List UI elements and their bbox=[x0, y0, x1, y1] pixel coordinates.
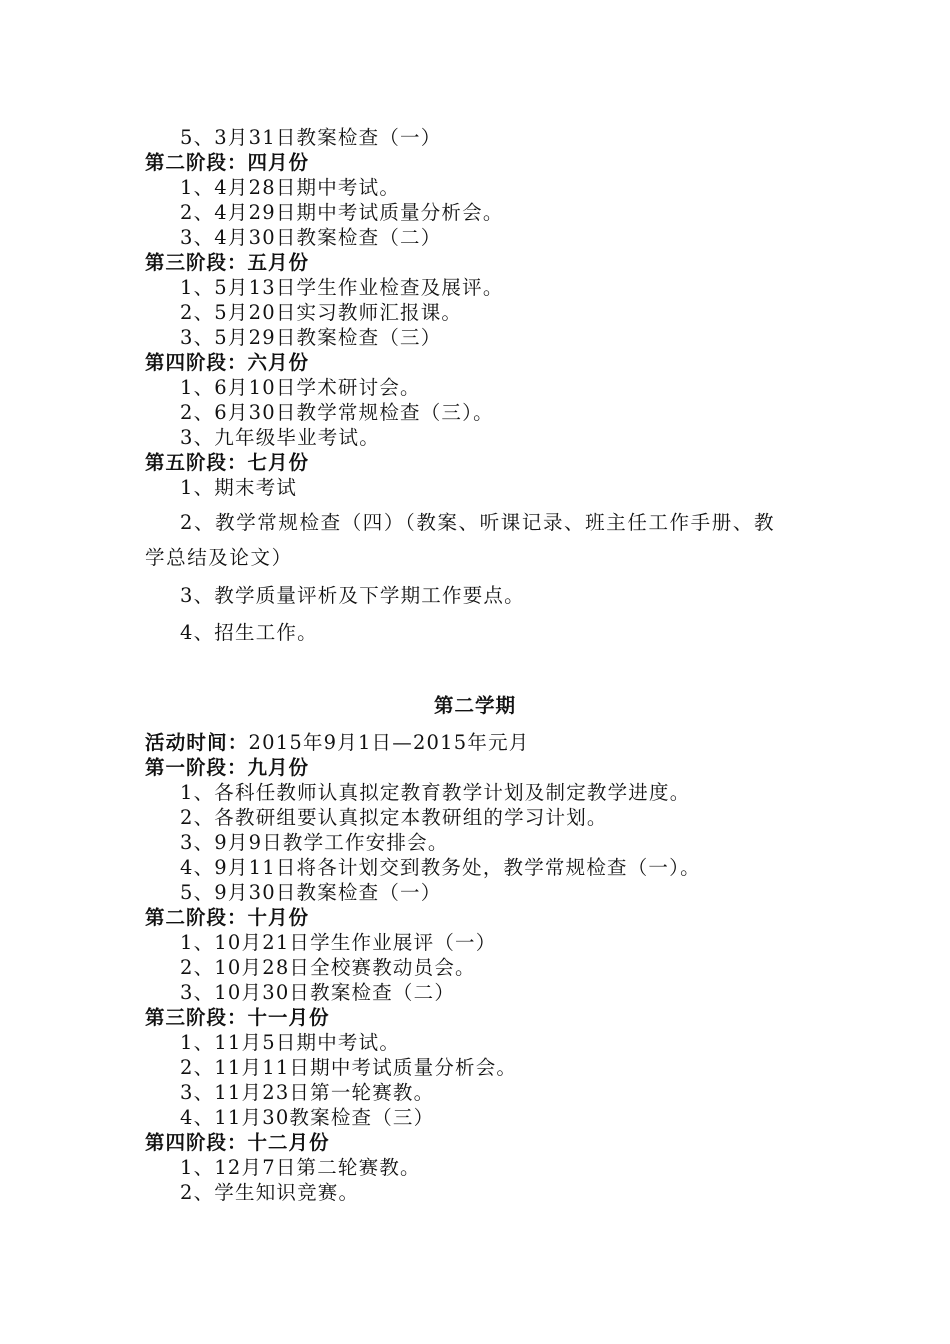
stage-heading: 第三阶段：十一月份 bbox=[145, 1006, 330, 1029]
item-line: 3、10月30日教案检查（二） bbox=[180, 981, 456, 1004]
stage-heading: 第三阶段：五月份 bbox=[145, 251, 310, 274]
item-line: 3、5月29日教案检查（三） bbox=[180, 326, 442, 349]
item-line: 5、3月31日教案检查（一） bbox=[180, 126, 442, 149]
item-line: 1、12月7日第二轮赛教。 bbox=[180, 1156, 421, 1179]
stage-heading: 第四阶段：十二月份 bbox=[145, 1131, 330, 1154]
activity-time bbox=[145, 730, 529, 755]
activity-time-value: 2015年9月1日—2015年元月 bbox=[248, 731, 530, 754]
stage-heading: 第二阶段：四月份 bbox=[145, 151, 310, 174]
item-line: 3、9月9日教学工作安排会。 bbox=[180, 831, 449, 854]
semester-title: 第二学期 bbox=[433, 694, 516, 717]
stage-heading: 第一阶段：九月份 bbox=[145, 756, 310, 779]
item-line: 3、教学质量评析及下学期工作要点。 bbox=[180, 584, 525, 607]
item-line: 2、11月11日期中考试质量分析会。 bbox=[180, 1056, 518, 1079]
item-line-continued: 学总结及论文） bbox=[145, 546, 293, 569]
stage-heading: 第五阶段：七月份 bbox=[145, 451, 310, 474]
item-line: 2、5月20日实习教师汇报课。 bbox=[180, 301, 463, 324]
item-line: 1、11月5日期中考试。 bbox=[180, 1031, 401, 1054]
item-line: 1、10月21日学生作业展评（一） bbox=[180, 931, 497, 954]
stage-heading: 第四阶段：六月份 bbox=[145, 351, 310, 374]
item-line: 4、9月11日将各计划交到教务处，教学常规检查（一）。 bbox=[180, 856, 701, 879]
activity-time-label: 活动时间： bbox=[145, 731, 249, 754]
item-line: 2、6月30日教学常规检查（三）。 bbox=[180, 401, 494, 424]
item-line: 2、学生知识竞赛。 bbox=[180, 1181, 360, 1204]
item-line: 1、6月10日学术研讨会。 bbox=[180, 376, 421, 399]
item-line: 4、招生工作。 bbox=[180, 621, 318, 644]
item-line: 2、4月29日期中考试质量分析会。 bbox=[180, 201, 504, 224]
item-line: 5、9月30日教案检查（一） bbox=[180, 881, 442, 904]
item-line: 2、教学常规检查（四）（教案、听课记录、班主任工作手册、教 bbox=[180, 511, 776, 534]
item-line: 2、10月28日全校赛教动员会。 bbox=[180, 956, 476, 979]
item-line: 1、各科任教师认真拟定教育教学计划及制定教学进度。 bbox=[180, 781, 691, 804]
stage-heading: 第二阶段：十月份 bbox=[145, 906, 310, 929]
item-line: 3、4月30日教案检查（二） bbox=[180, 226, 442, 249]
item-line: 3、11月23日第一轮赛教。 bbox=[180, 1081, 435, 1104]
item-line: 2、各教研组要认真拟定本教研组的学习计划。 bbox=[180, 806, 608, 829]
item-line: 4、11月30教案检查（三） bbox=[180, 1106, 435, 1129]
item-line: 1、期末考试 bbox=[180, 476, 298, 499]
item-line: 1、5月13日学生作业检查及展评。 bbox=[180, 276, 504, 299]
item-line: 1、4月28日期中考试。 bbox=[180, 176, 401, 199]
item-line: 3、九年级毕业考试。 bbox=[180, 426, 380, 449]
